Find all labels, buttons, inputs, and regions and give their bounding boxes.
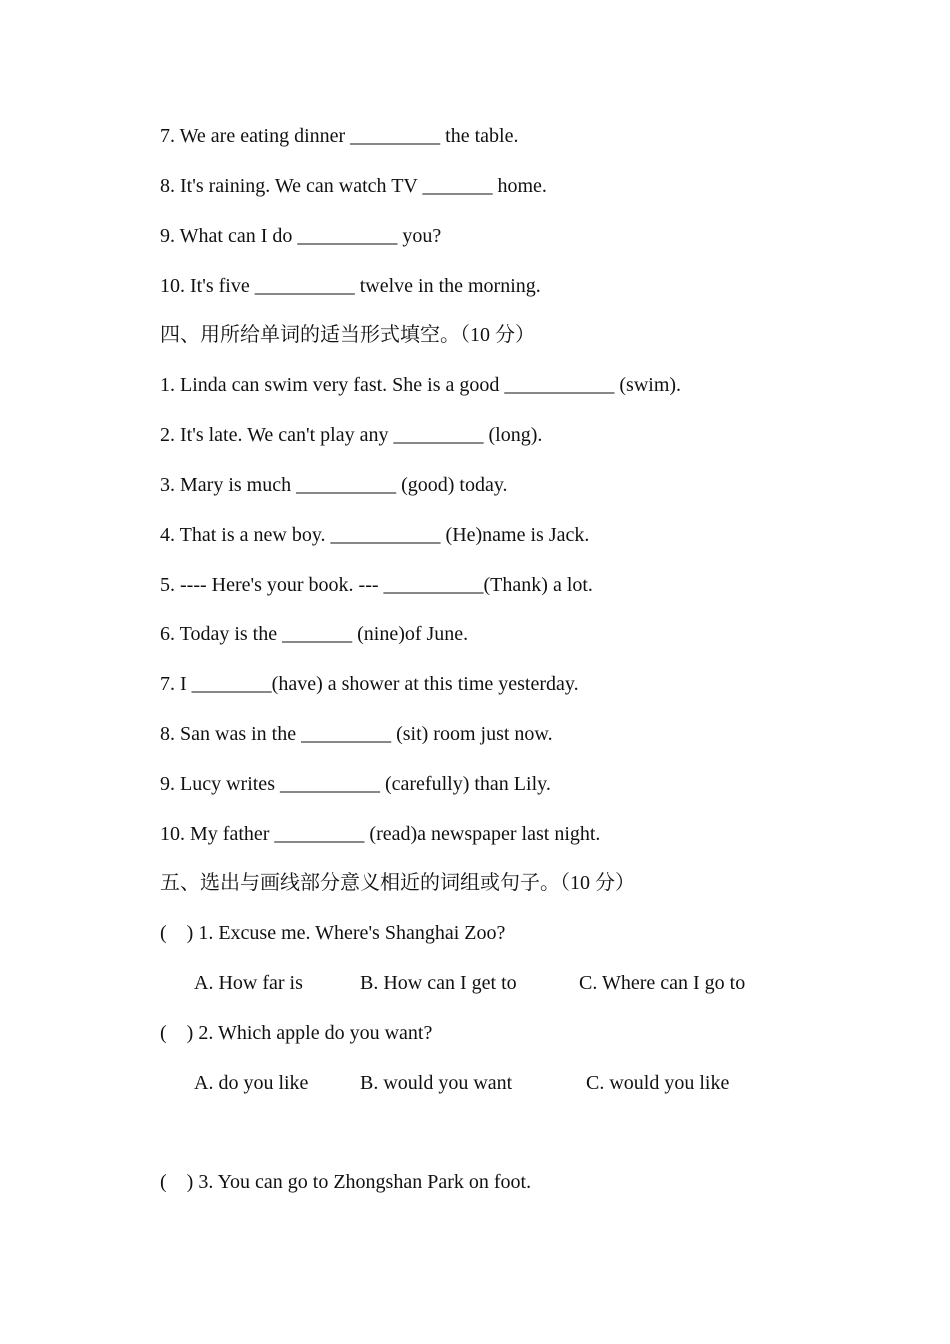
question-line: 8. San was in the _________ (sit) room just now. [160,723,553,745]
answer-option-c: C. would you like [586,1072,730,1094]
question-line: 6. Today is the _______ (nine)of June. [160,623,469,645]
answer-option-a: A. How far is [194,972,303,994]
answer-option-c: C. Where can I go to [579,972,746,994]
question-line: 1. Linda can swim very fast. She is a good ___________ (swim). [160,374,682,396]
answer-option-b: B. How can I get to [360,972,517,994]
answer-option-b: B. would you want [360,1072,513,1094]
question-line: 2. It's late. We can't play any _________ (long). [160,424,543,446]
question-line: 10. My father _________ (read)a newspaper last night. [160,823,601,845]
answer-option-a: A. do you like [194,1072,309,1094]
question-line: 5. ---- Here's your book. --- __________(Thank) a lot. [160,574,593,596]
question-line: 7. We are eating dinner _________ the table. [160,125,519,147]
question-line: 7. I ________(have) a shower at this time yesterday. [160,673,579,695]
section-heading: 五、选出与画线部分意义相近的词组或句子。（10 分） [160,872,635,894]
question-stem: ( ) 3. You can go to Zhongshan Park on foot. [160,1171,532,1193]
question-line: 9. What can I do __________ you? [160,225,442,247]
question-stem: ( ) 2. Which apple do you want? [160,1022,433,1044]
question-line: 9. Lucy writes __________ (carefully) than Lily. [160,773,551,795]
question-line: 3. Mary is much __________ (good) today. [160,474,508,496]
question-line: 10. It's five __________ twelve in the morning. [160,275,541,297]
question-line: 8. It's raining. We can watch TV _______ home. [160,175,547,197]
section-heading: 四、用所给单词的适当形式填空。（10 分） [160,324,535,346]
question-stem: ( ) 1. Excuse me. Where's Shanghai Zoo? [160,922,506,944]
question-line: 4. That is a new boy. ___________ (He)name is Jack. [160,524,590,546]
